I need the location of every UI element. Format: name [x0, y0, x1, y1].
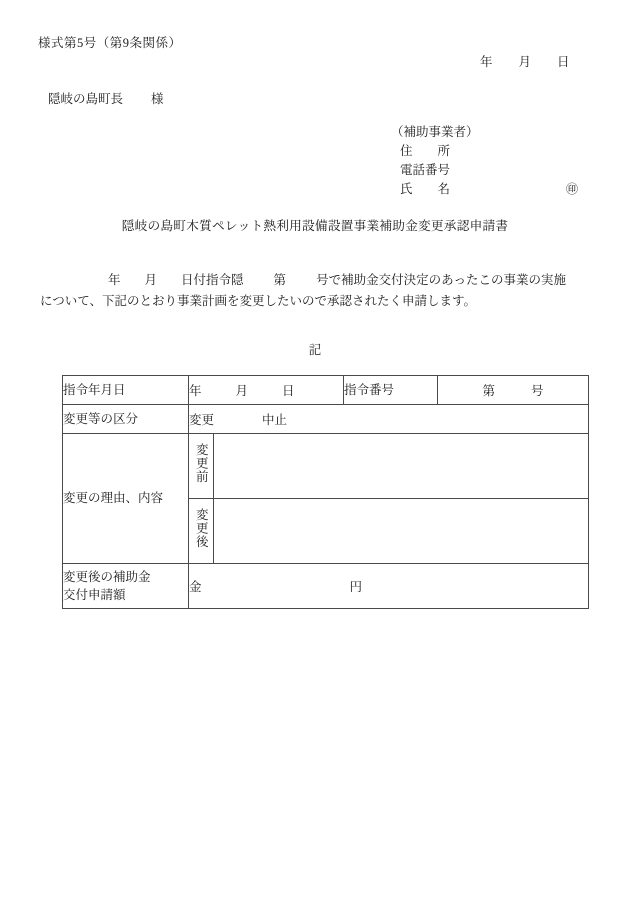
body-order-tail: 号で補助金交付決定のあったこの事業の実施 [316, 273, 566, 287]
amount-currency-suffix: 円 [349, 580, 363, 594]
applicant-name-row [391, 180, 579, 199]
order-number-gou: 号 [531, 384, 544, 398]
applicant-address-label: 住 所 [400, 144, 451, 158]
applicant-block [391, 123, 579, 199]
before-change-label: 変更前 [189, 434, 214, 499]
table-row-amount [63, 564, 589, 609]
after-change-value[interactable] [214, 499, 589, 564]
order-date-month: 月 [235, 384, 249, 398]
applicant-phone-label: 電話番号 [400, 163, 451, 177]
amount-value-cell[interactable] [189, 564, 589, 609]
change-category-label: 変更等の区分 [63, 405, 189, 434]
body-year-label: 年 [108, 273, 121, 287]
seal-icon: ㊞ [566, 182, 579, 196]
category-option-stop[interactable]: 中止 [262, 413, 288, 427]
change-reason-label: 変更の理由、内容 [63, 434, 189, 564]
form-code: 様式第5号（第9条関係） [38, 36, 182, 50]
amount-currency-prefix: 金 [189, 580, 202, 594]
body-paragraph [40, 270, 592, 312]
date-day-label: 日 [557, 55, 570, 69]
order-date-label: 指令年月日 [63, 376, 189, 405]
ki-marker: 記 [308, 343, 322, 357]
order-date-value-cell[interactable] [189, 376, 344, 405]
amount-label-line2: 交付申請額 [63, 588, 126, 602]
addressee-name: 隠岐の島町長 [48, 92, 124, 106]
order-number-dai: 第 [482, 384, 496, 398]
date-month-label: 月 [518, 55, 532, 69]
order-number-value-cell[interactable] [438, 376, 589, 405]
addressee-line [48, 89, 164, 107]
page-title: 隠岐の島町木質ペレット熱利用設備設置事業補助金変更承認申請書 [121, 219, 509, 233]
order-date-day: 日 [282, 384, 295, 398]
date-year-label: 年 [480, 55, 493, 69]
table-row-category [63, 405, 589, 434]
addressee-honorific: 様 [151, 92, 164, 106]
before-change-value[interactable] [214, 434, 589, 499]
table-row-order-date [63, 376, 589, 405]
applicant-category: （補助事業者） [391, 125, 479, 139]
body-month-label: 月 [144, 273, 158, 287]
order-date-year: 年 [189, 384, 202, 398]
applicant-name-label: 氏 名 [400, 182, 451, 196]
after-change-label: 変更後 [189, 499, 214, 564]
order-number-label: 指令番号 [344, 376, 438, 405]
body-order-dai: 第 [273, 273, 287, 287]
applicant-address-row [391, 142, 479, 161]
amount-label [63, 564, 189, 609]
body-second-line: について、下記のとおり事業計画を変更したいので承認されたく申請します。 [40, 294, 477, 308]
submission-date-line [480, 52, 570, 70]
table-row-reason-before [63, 434, 589, 499]
applicant-phone-row [391, 161, 479, 180]
applicant-category-row [391, 123, 479, 142]
amount-label-line1: 変更後の補助金 [63, 570, 151, 584]
application-detail-table [62, 375, 589, 609]
body-order-prefix: 日付指令隠 [181, 273, 244, 287]
category-option-change[interactable]: 変更 [189, 413, 215, 427]
change-category-value-cell[interactable] [189, 405, 589, 434]
